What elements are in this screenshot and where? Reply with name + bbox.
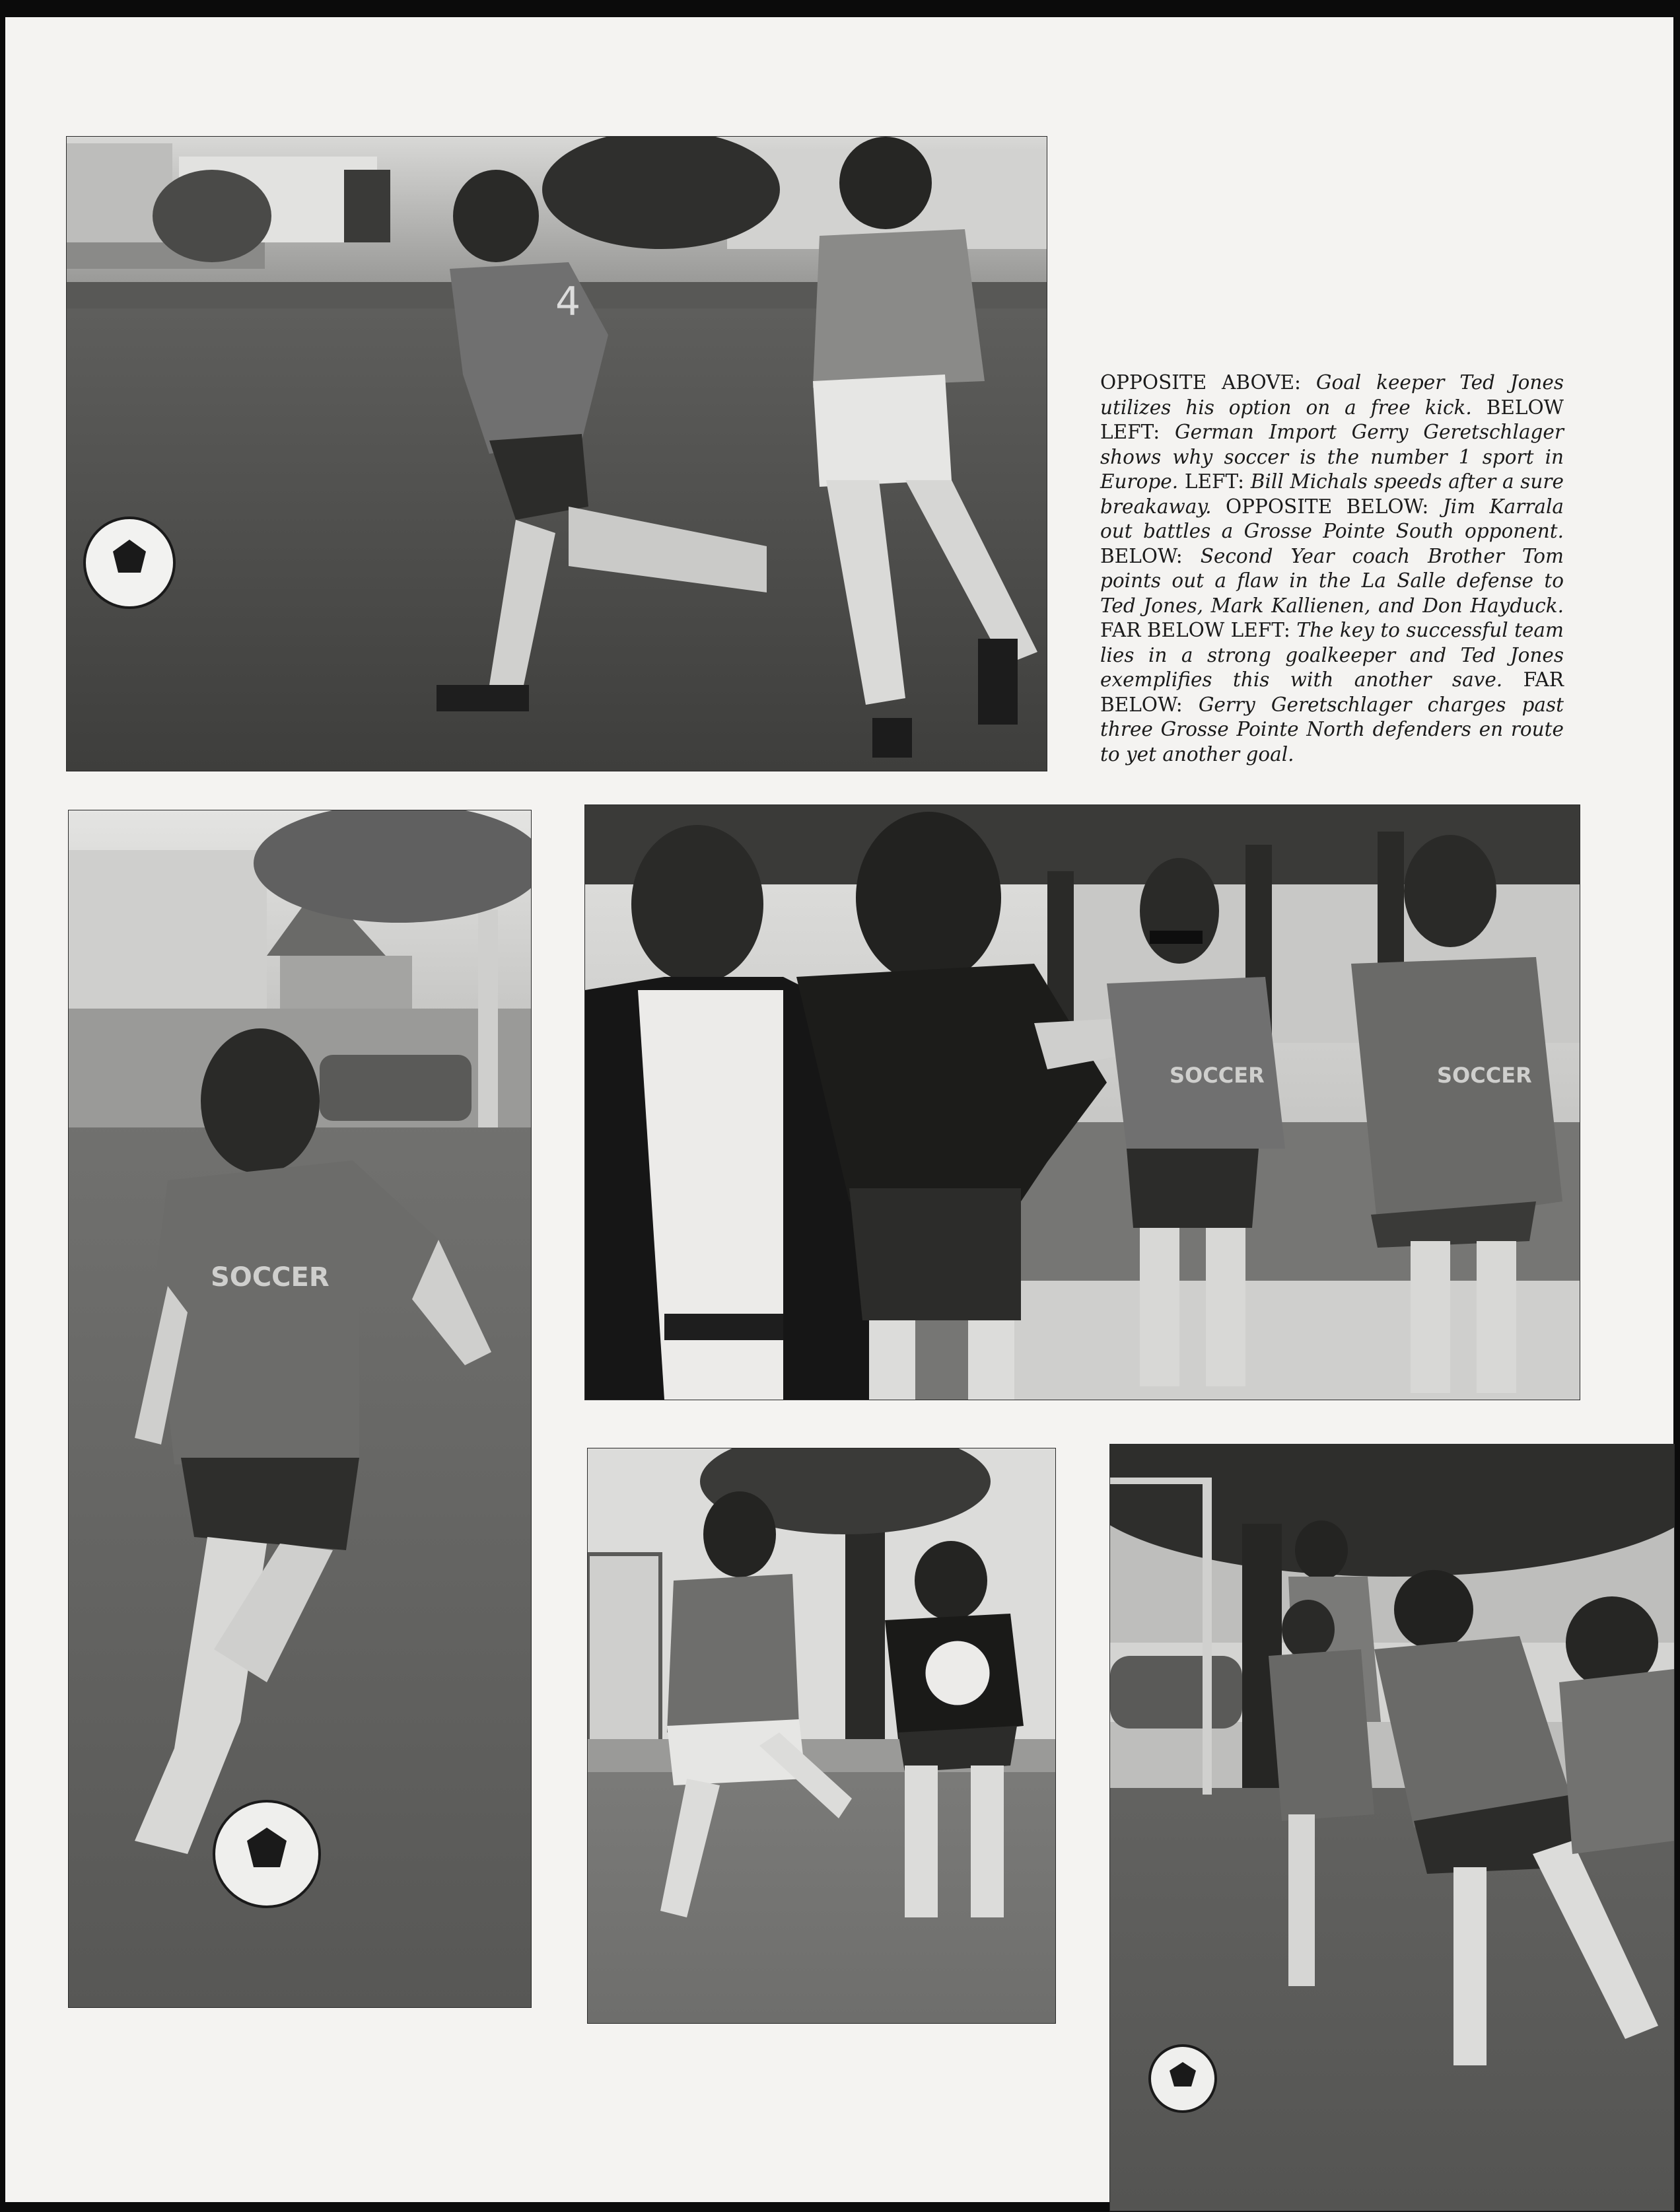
caption-text-below: Second Year coach Brother Tom points out a flaw in the La Salle defense to Ted Jones, Mark Kallienen, and Don Hayduck. bbox=[1100, 544, 1564, 617]
caption-label-opposite-below: OPPOSITE BELOW: bbox=[1225, 495, 1443, 518]
coach-jersey-text-1: SOCCER bbox=[1170, 1063, 1265, 1088]
caption-label-left: LEFT: bbox=[1184, 470, 1251, 493]
photo-geretschlager bbox=[68, 810, 532, 2008]
photo-goalkeeper bbox=[587, 1448, 1056, 2024]
caption-text-left: Bill Michals speeds after a sure breakaway. bbox=[1100, 470, 1564, 518]
caption-text-far-below: Gerry Geretschlager charges past three Grosse Pointe North defenders en route to yet another goal. bbox=[1100, 693, 1564, 766]
left-jersey-text: SOCCER bbox=[211, 1262, 330, 1293]
photo-coach bbox=[584, 804, 1580, 1400]
photo-charge bbox=[1109, 1444, 1675, 2211]
caption-text-opposite-below: Jim Karrala out battles a Grosse Pointe South opponent. bbox=[1100, 495, 1564, 542]
caption-text-far-below-left: The key to successful team lies in a strong goalkeeper and Ted Jones exemplifies this with another save. bbox=[1100, 619, 1564, 691]
photo-breakaway bbox=[66, 136, 1047, 771]
photo-breakaway-image bbox=[67, 137, 1047, 771]
photo-goalkeeper-image bbox=[588, 1448, 1055, 2023]
caption-label-below-left: BELOW LEFT: bbox=[1100, 396, 1564, 443]
photo-coach-image bbox=[585, 805, 1580, 1400]
caption-label-far-below-left: FAR BELOW LEFT: bbox=[1100, 619, 1297, 641]
yearbook-page bbox=[5, 17, 1673, 2202]
photo-geretschlager-image bbox=[69, 810, 531, 2007]
coach-jersey-text-2: SOCCER bbox=[1437, 1063, 1532, 1088]
photo-caption bbox=[1100, 371, 1564, 767]
photo-charge-image bbox=[1110, 1445, 1674, 2211]
caption-label-opposite-above: OPPOSITE ABOVE: bbox=[1100, 371, 1316, 394]
jersey-number: 4 bbox=[555, 279, 581, 325]
caption-label-far-below: FAR BELOW: bbox=[1100, 668, 1564, 716]
caption-text-opposite-above: Goal keeper Ted Jones utilizes his option on a free kick. bbox=[1100, 371, 1564, 419]
caption-label-below: BELOW: bbox=[1100, 544, 1201, 567]
caption-text-below-left: German Import Gerry Geretschlager shows why soccer is the number 1 sport in Europe. bbox=[1100, 421, 1564, 493]
